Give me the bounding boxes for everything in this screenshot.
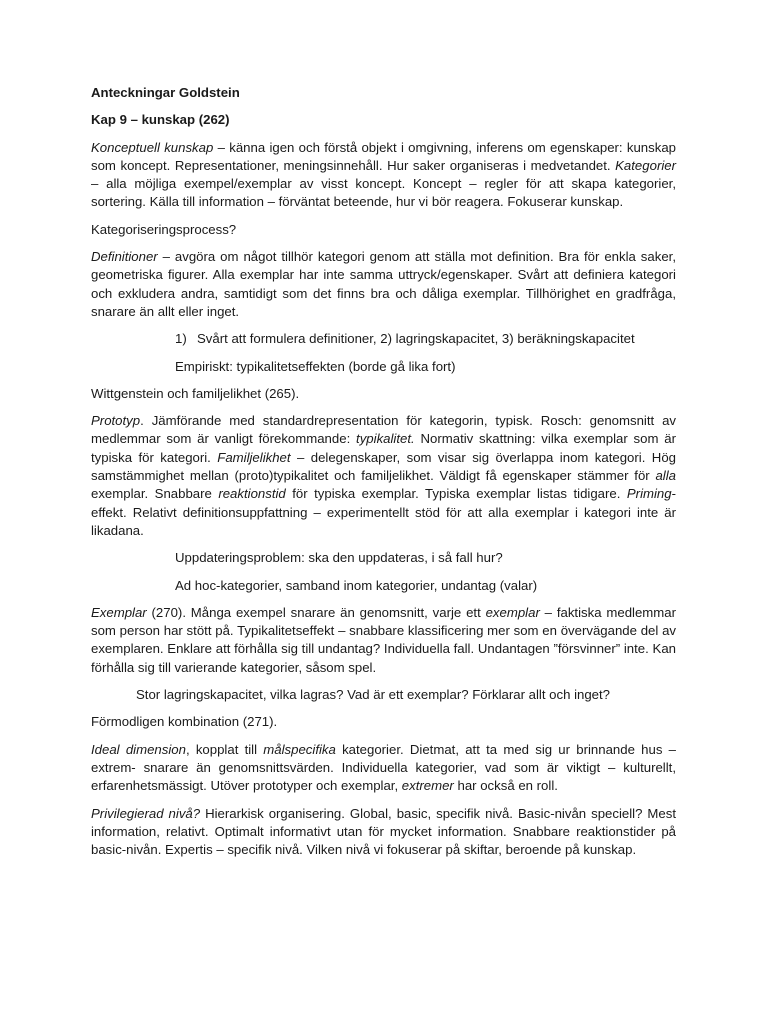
paragraph-wittgenstein: Wittgenstein och familjelikhet (265). xyxy=(91,385,300,401)
paragraph-prototype xyxy=(91,412,676,540)
term-extremer: extremer xyxy=(401,778,454,794)
term-prototyp: Prototyp xyxy=(91,413,141,429)
list-text: Svårt att formulera definitioner, 2) lagringskapacitet, 3) beräkningskapacitet xyxy=(197,331,635,347)
paragraph-text: – känna igen och förstå objekt i omgivning, inferens om egenskaper: kunskap som koncept. Representationer, meningsinnehåll. Hur saker organiseras i medvetandet. xyxy=(91,139,676,173)
paragraph-categorization-process: Kategoriseringsprocess? xyxy=(91,221,237,237)
term-definitioner: Definitioner xyxy=(91,249,158,265)
term-alla: alla xyxy=(655,468,676,484)
list-number: 1) xyxy=(175,331,187,347)
paragraph-text: . Jämförande med standardrepresentation för kategorin, typisk. Rosch: genomsnitt av medlemmar som är vanligt förekommande: xyxy=(91,413,676,447)
term-exemplar-italic: exemplar xyxy=(485,604,540,620)
list-item-definition-problems xyxy=(175,330,676,348)
paragraph-ideal-dimension xyxy=(91,741,676,796)
paragraph-exemplar xyxy=(91,604,676,677)
document-title: Anteckningar Goldstein xyxy=(91,85,240,100)
paragraph-text: för typiska exemplar. Typiska exemplar listas tidigare. xyxy=(285,486,627,502)
document-body xyxy=(91,84,676,868)
paragraph-text: Hierarkisk organisering. Global, basic, specifik nivå. Basic-nivån speciell? Mest information, relativt. Optimalt informativt utan för mycket information. Snabbare reaktionstider på basic-nivån. Expertis – specifik nivå. Vilken nivå vi fokuserar på skiftar, beroende på kunskap. xyxy=(91,805,676,858)
paragraph-text: – delegenskaper, som visar sig överlappa inom kategori. Hög samstämmighet mellan (proto)typikalitet och familjelikhet. Väldigt få egenskaper stämmer för xyxy=(91,449,676,484)
paragraph-text: – avgöra om något tillhör kategori genom att ställa mot definition. Bra för enkla saker, geometriska figurer. Alla exemplar har inte samma uttryck/egenskaper. Svårt att definiera kategori och exkludera andra, samtidigt som det finns bra och dåliga exemplar. Tillhörighet en gradfråga, snarare än allt eller inget. xyxy=(91,249,676,319)
term-typikalitet: typikalitet. xyxy=(356,431,415,447)
paragraph-text: – faktiska medlemmar som person har stött på. Typikalitetseffekt – snabbare klassificering mer som en övervägande del av exemplaren. Enklare att förhålla sig till undantag? Individuella fall. Undantagen ”försvinner” inte. Kan förhålla sig till varierande kategorier, såsom spel. xyxy=(91,604,676,675)
term-konceptuell-kunskap: Konceptuell kunskap xyxy=(91,139,214,155)
paragraph-empirical: Empiriskt: typikalitetseffekten (borde gå lika fort) xyxy=(175,358,456,374)
paragraph-combination: Förmodligen kombination (271). xyxy=(91,714,278,730)
paragraph-update-problem: Uppdateringsproblem: ska den uppdateras, i så fall hur? xyxy=(175,550,503,566)
paragraph-storage-capacity: Stor lagringskapacitet, vilka lagras? Vad är ett exemplar? Förklarar allt och inget? xyxy=(136,687,611,703)
paragraph-text: (270). Många exempel snarare än genomsnitt, varje ett xyxy=(146,604,486,620)
paragraph-text: kategorier. Dietmat, att ta med sig ur brinnande hus – extrem- snarare än genomsnittsvärden. Individuella kategorier, vad som är viktigt – kulturellt, erfarenhetsmässigt. Utöver prototyper och exemplar, xyxy=(91,741,676,794)
term-privilegierad-niva: Privilegierad nivå? xyxy=(91,805,201,821)
paragraph-text: Normativ skattning: vilka exemplar som är typiska för kategori. xyxy=(91,431,676,465)
term-exemplar: Exemplar xyxy=(91,604,147,620)
term-malspecifika: målspecifika xyxy=(263,741,336,757)
term-ideal-dimension: Ideal dimension xyxy=(91,741,186,757)
paragraph-text: har också en roll. xyxy=(453,778,558,794)
term-reaktionstid: reaktionstid xyxy=(218,486,286,502)
paragraph-text: – alla möjliga exempel/exemplar av visst koncept. Koncept – regler för att skapa kategorier, sortering. Källa till information – förväntat beteende, hur vi bör reagera. Fokuserar kunskap. xyxy=(91,176,676,210)
paragraph-adhoc-categories: Ad hoc-kategorier, samband inom kategorier, undantag (valar) xyxy=(175,577,538,593)
paragraph-conceptual-knowledge xyxy=(91,139,676,212)
paragraph-text: , kopplat till xyxy=(185,741,264,757)
term-familjelikhet: Familjelikhet xyxy=(217,449,291,465)
term-priming: Priming xyxy=(626,486,672,502)
chapter-heading: Kap 9 – kunskap (262) xyxy=(91,112,230,128)
paragraph-privileged-level xyxy=(91,805,676,860)
term-kategorier: Kategorier xyxy=(615,157,676,173)
paragraph-text: exemplar. Snabbare xyxy=(91,486,219,502)
paragraph-text: -effekt. Relativt definitionsuppfattning – experimentellt stöd för att alla exemplar i kategori inte är likadana. xyxy=(91,486,676,538)
paragraph-definitions xyxy=(91,248,676,321)
